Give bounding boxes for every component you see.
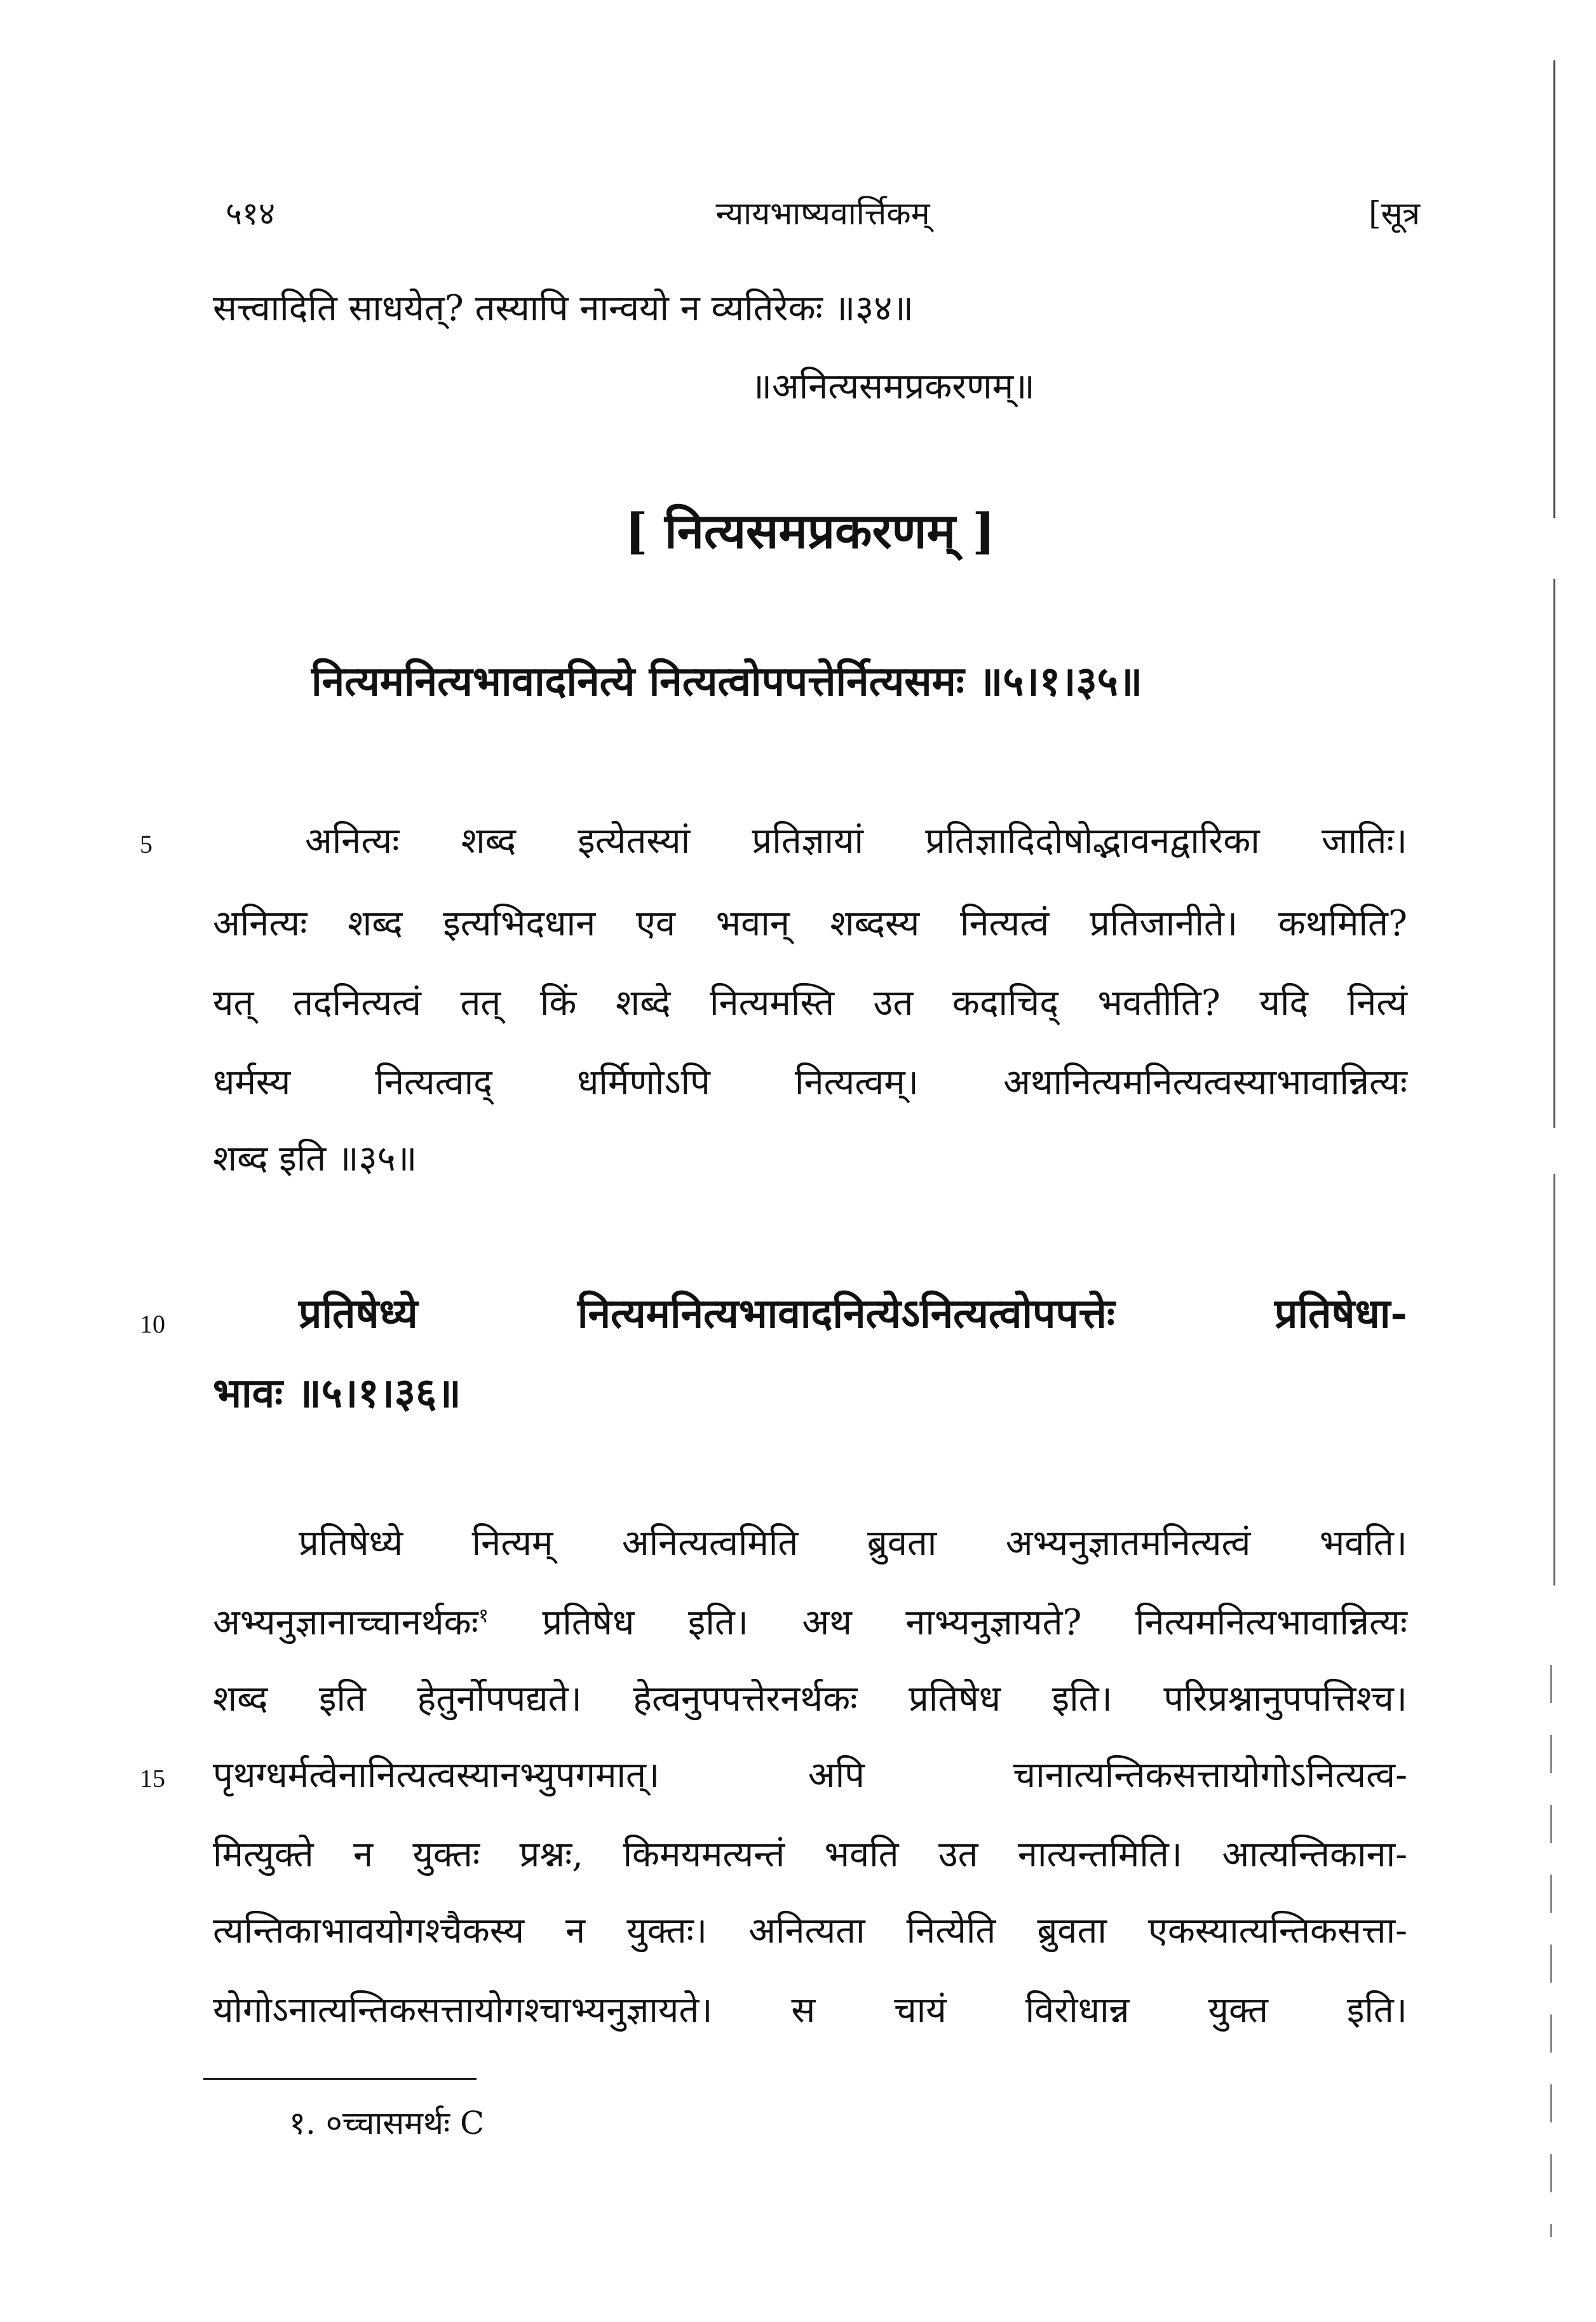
- sutra-36-line: प्रतिषेध्ये नित्यमनित्यभावादनित्येऽनित्यत्वोपपत्तेः प्रतिषेधा-: [299, 1290, 1407, 1338]
- commentary-line: धर्मस्य नित्यत्वाद् धर्मिणोऽपि नित्यत्वम्। अथानित्यमनित्यत्वस्याभावान्नित्यः: [213, 1062, 1407, 1103]
- running-header: [226, 191, 1420, 241]
- commentary-line: शब्द इति हेतुर्नोपपद्यते। हेत्वनुपपत्तेरनर्थकः प्रतिषेध इति। परिप्रश्नानुपपत्तिश्च।: [213, 1678, 1407, 1720]
- text-line: सत्त्वादिति साधयेत्? तस्यापि नान्वयो न व्यतिरेकः ॥३४॥: [213, 288, 914, 329]
- section-heading: [ नित्यसमप्रकरणम् ]: [625, 503, 996, 559]
- running-title: न्यायभाष्यवार्त्तिकम्: [715, 195, 930, 232]
- footnote: १. ०च्चासमर्थः C: [289, 2105, 485, 2142]
- commentary-line: प्रतिषेध्ये नित्यम् अनित्यत्वमिति ब्रुवता अभ्यनुज्ञातमनित्यत्वं भवति।: [299, 1523, 1407, 1564]
- commentary-fragment: प्रतिषेध इति। अथ नाभ्यनुज्ञायते? नित्यमनित्यभावान्नित्यः: [489, 1602, 1407, 1643]
- sutra-36-line: भावः ॥५।१।३६॥: [213, 1369, 461, 1417]
- line-number-5: 5: [140, 830, 152, 859]
- commentary-line: अनित्यः शब्द इत्यभिदधान एव भवान् शब्दस्य नित्यत्वं प्रतिजानीते। कथमिति?: [213, 903, 1407, 944]
- commentary-line: मित्युक्ते न युक्तः प्रश्नः, किमयमत्यन्तं भवति उत नात्यन्तमिति। आत्यन्तिकाना-: [213, 1834, 1407, 1875]
- scan-margin-line-lower: [1550, 1665, 1552, 2237]
- commentary-line: यत् तदनित्यत्वं तत् किं शब्दे नित्यमस्ति उत कदाचिद् भवतीति? यदि नित्यं: [213, 982, 1407, 1024]
- commentary-line: [213, 1601, 1407, 1644]
- commentary-fragment: अभ्यनुज्ञानाच्चानर्थकः: [213, 1602, 478, 1643]
- section-end-marker: ॥अनित्यसमप्रकरणम्॥: [750, 366, 1035, 407]
- footnote-marker: १: [478, 1604, 489, 1627]
- commentary-line: योगोऽनात्यन्तिकसत्तायोगश्चाभ्यनुज्ञायते। स चायं विरोधान्न युक्त इति।: [213, 1990, 1407, 2031]
- commentary-line: त्यन्तिकाभावयोगश्चैकस्य न युक्तः। अनित्यता नित्येति ब्रुवता एकस्यात्यन्तिकसत्ता-: [213, 1910, 1407, 1952]
- footnote-rule: [203, 2078, 477, 2080]
- section-mark: [सूत्र: [1369, 195, 1420, 232]
- sutra-35: नित्यमनित्यभावादनित्ये नित्यत्वोपपत्तेर्नित्यसमः ॥५।१।३५॥: [311, 658, 1143, 705]
- commentary-line: पृथग्धर्मत्वेनानित्यत्वस्यानभ्युपगमात्। अपि चानात्यन्तिकसत्तायोगोऽनित्यत्व-: [213, 1755, 1407, 1796]
- commentary-line: शब्द इति ॥३५॥: [213, 1138, 417, 1179]
- commentary-line: अनित्यः शब्द इत्येतस्यां प्रतिज्ञायां प्रतिज्ञादिदोषोद्भावनद्वारिका जातिः।: [305, 820, 1407, 862]
- line-number-10: 10: [140, 1310, 165, 1338]
- page-number: ५१४: [226, 195, 275, 232]
- scan-margin-line: [1553, 60, 1555, 1585]
- line-number-15: 15: [140, 1764, 165, 1793]
